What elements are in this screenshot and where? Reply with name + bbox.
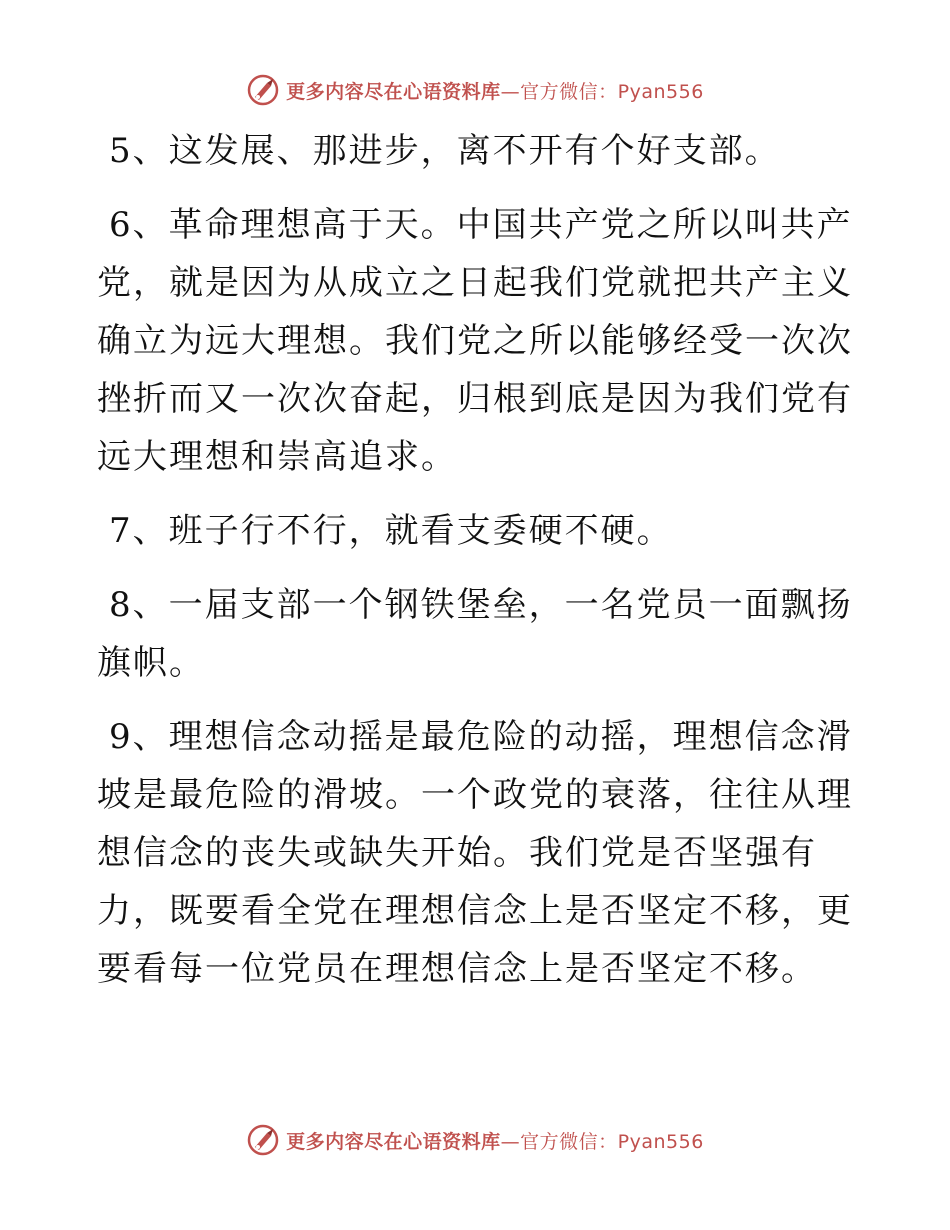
pen-quill-logo-icon	[246, 73, 280, 107]
footer-brand: 更多内容尽在心语资料库	[286, 1130, 501, 1153]
document-body	[97, 122, 853, 1014]
header-banner	[0, 70, 950, 110]
header-text	[286, 77, 704, 104]
header-brand: 更多内容尽在心语资料库	[286, 80, 501, 103]
paragraph-6: 6、革命理想高于天。中国共产党之所以叫共产党，就是因为从成立之日起我们党就把共产主义确立为远大理想。我们党之所以能够经受一次次挫折而又一次次奋起，归根到底是因为我们党有远大理想和崇高追求。	[97, 205, 853, 477]
footer-contact: 官方微信：Pyan556	[520, 1130, 704, 1153]
footer-separator: —	[500, 1130, 521, 1153]
footer-text	[286, 1127, 704, 1154]
paragraph-5: 5、这发展、那进步，离不开有个好支部。	[109, 131, 781, 171]
footer-banner	[0, 1120, 950, 1160]
header-separator: —	[500, 80, 521, 103]
paragraph-9: 9、理想信念动摇是最危险的动摇，理想信念滑坡是最危险的滑坡。一个政党的衰落，往往从理想信念的丧失或缺失开始。我们党是否坚强有力，既要看全党在理想信念上是否坚定不移，更要看每一位党员在理想信念上是否坚定不移。	[97, 717, 853, 989]
paragraph-7: 7、班子行不行，就看支委硬不硬。	[109, 511, 673, 551]
header-contact: 官方微信：Pyan556	[520, 80, 704, 103]
pen-quill-logo-icon	[246, 1123, 280, 1157]
paragraph-8: 8、一届支部一个钢铁堡垒，一名党员一面飘扬旗帜。	[97, 585, 853, 683]
